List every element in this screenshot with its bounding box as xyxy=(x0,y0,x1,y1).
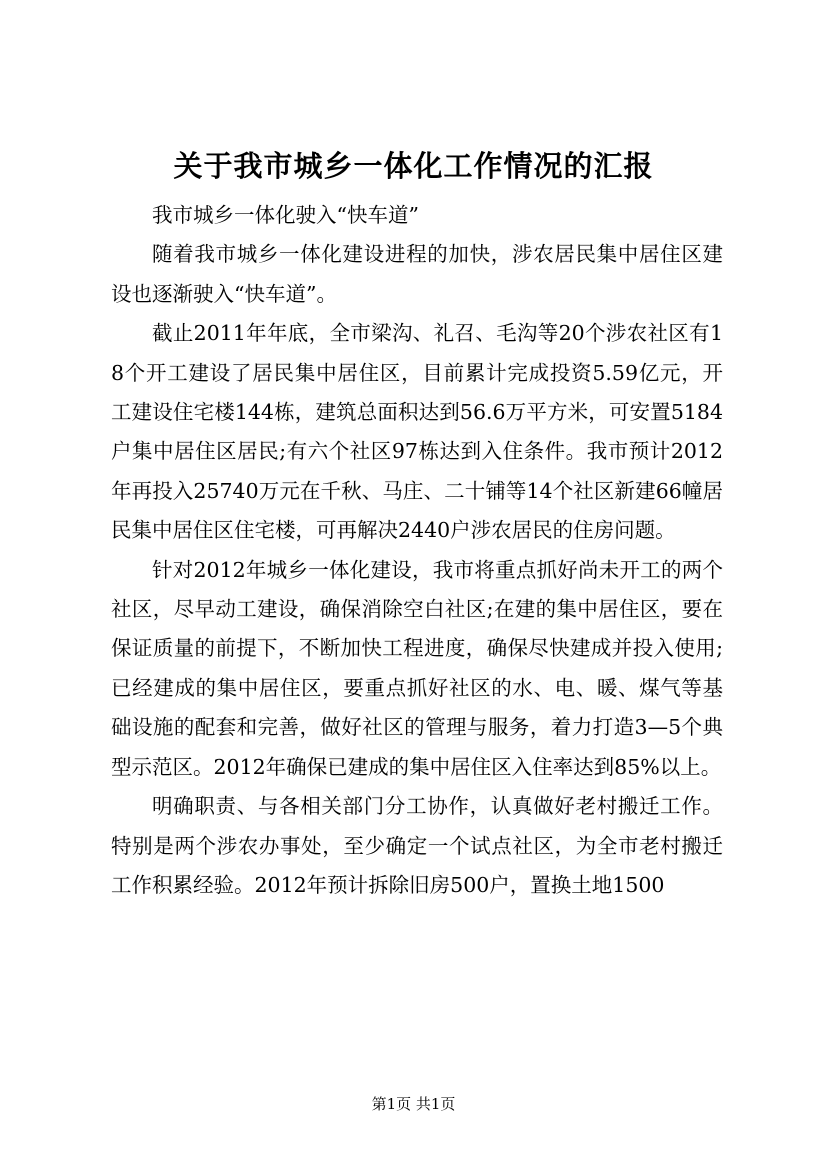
paragraph: 截止2011年年底，全市梁沟、礼召、毛沟等20个涉农社区有18个开工建设了居民集中居住区，目前累计完成投资5.59亿元，开工建设住宅楼144栋，建筑总面积达到56.6万平方米，可安置5184户集中居住区居民;有六个社区97栋达到入住条件。我市预计2012年再投入25740万元在千秋、马庄、二十铺等14个社区新建66幢居民集中居住区住宅楼，可再解决2440户涉农居民的住房问题。 xyxy=(111,321,723,543)
paragraph: 随着我市城乡一体化建设进程的加快，涉农居民集中居住区建设也逐渐驶入“快车道”。 xyxy=(111,242,723,306)
paragraph: 明确职责、与各相关部门分工协作，认真做好老村搬迁工作。特别是两个涉农办事处，至少确定一个试点社区，为全市老村搬迁工作积累经验。2012年预计拆除旧房500户，置换土地1500 xyxy=(111,794,723,897)
paragraph-heading: 我市城乡一体化驶入“快车道” xyxy=(152,203,419,227)
page-footer: 第1页 共1页 xyxy=(371,1095,456,1113)
document-title: 关于我市城乡一体化工作情况的汇报 xyxy=(173,149,654,183)
document-body xyxy=(111,196,723,905)
paragraph: 针对2012年城乡一体化建设，我市将重点抓好尚未开工的两个社区，尽早动工建设，确保消除空白社区;在建的集中居住区，要在保证质量的前提下，不断加快工程进度，确保尽快建成并投入使用;已经建成的集中居住区，要重点抓好社区的水、电、暖、煤气等基础设施的配套和完善，做好社区的管理与服务，着力打造3—5个典型示范区。2012年确保已建成的集中居住区入住率达到85%以上。 xyxy=(111,557,723,779)
